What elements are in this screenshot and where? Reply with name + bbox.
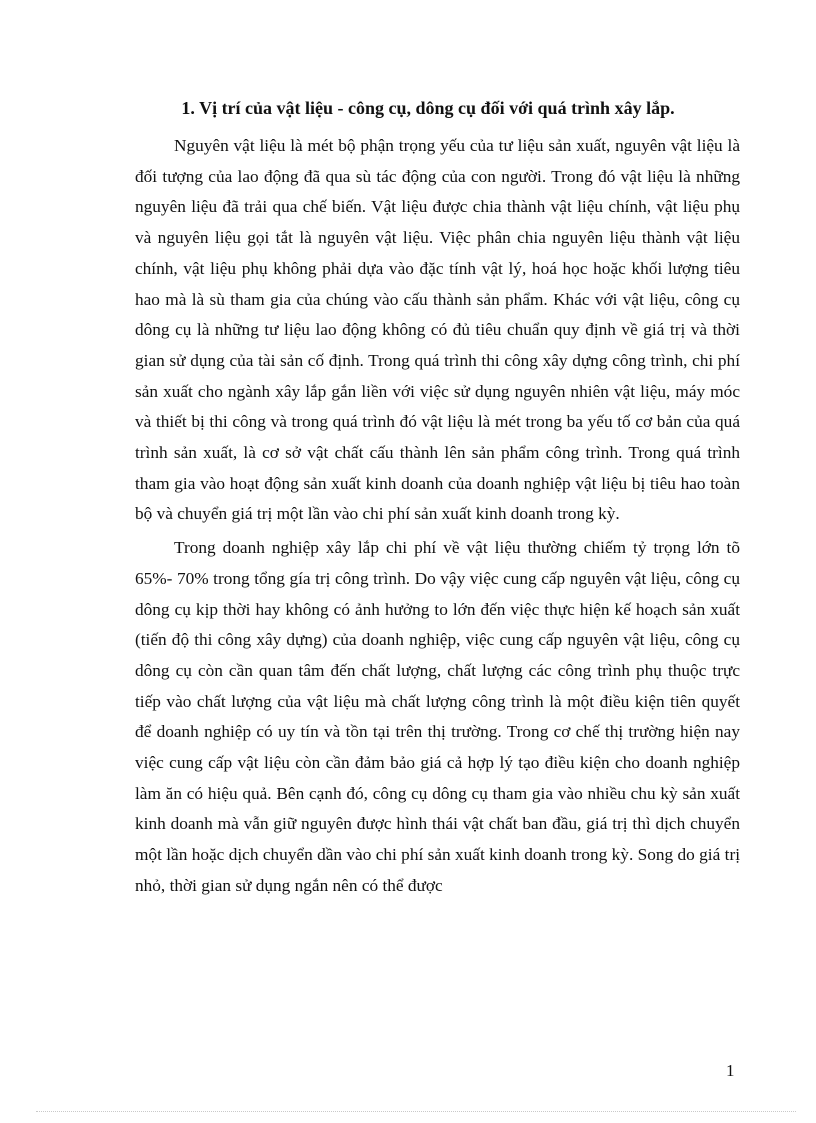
paragraph-1: Nguyên vật liệu là mét bộ phận trọng yếu của tư liệu sản xuất, nguyên vật liệu là đối tượng của lao động đã qua sù tác động của con người. Trong đó vật liệu là những nguyên liệu đã trải qua chế biến. Vật liệu được chia thành vật liệu chính, vật liệu phụ và nguyên liệu gọi tắt là nguyên vật liệu. Việc phân chia nguyên liệu thành vật liệu chính, vật liệu phụ không phải dựa vào đặc tính vật lý, hoá học hoặc khối lượng tiêu hao mà là sù tham gia của chúng vào cấu thành sản phẩm. Khác với vật liệu, công cụ dông cụ là những tư liệu lao động không có đủ tiêu chuẩn quy định về giá trị và thời gian sử dụng của tài sản cố định. Trong quá trình thi công xây dựng công trình, chi phí sản xuất cho ngành xây lắp gắn liền với việc sử dụng nguyên nhiên vật liệu, máy móc và thiết bị thi công và trong quá trình đó vật liệu là mét trong ba yếu tố cơ bản của quá trình sản xuất, là cơ sở vật chất cấu thành lên sản phẩm công trình. Trong quá trình tham gia vào hoạt động sản xuất kinh doanh của doanh nghiệp vật liệu bị tiêu hao toàn bộ và chuyển giá trị một lần vào chi phí sản xuất kinh doanh trong kỳ. — [135, 136, 740, 524]
footer-divider — [36, 1111, 796, 1112]
section-heading: 1. Vị trí của vật liệu - công cụ, dông cụ đối với quá trình xây lắp. — [181, 98, 675, 118]
body-text — [135, 131, 740, 902]
page-number: 1 — [726, 1061, 735, 1080]
paragraph-2: Trong doanh nghiệp xây lắp chi phí về vật liệu thường chiếm tỷ trọng lớn tõ 65%- 70% trong tổng gía trị công trình. Do vậy việc cung cấp nguyên vật liệu, công cụ dông cụ kịp thời hay không có ảnh hưởng to lớn đến việc thực hiện kế hoạch sản xuất (tiến độ thi công xây dựng) của doanh nghiệp, việc cung cấp nguyên vật liệu, công cụ dông cụ còn cần quan tâm đến chất lượng, chất lượng các công trình phụ thuộc trực tiếp vào chất lượng của vật liệu mà chất lượng công trình là một điều kiện tiên quyết để doanh nghiệp có uy tín và tồn tại trên thị trường. Trong cơ chế thị trường hiện nay việc cung cấp vật liệu còn cần đảm bảo giá cả hợp lý tạo điều kiện cho doanh nghiệp làm ăn có hiệu quả. Bên cạnh đó, công cụ dông cụ tham gia vào nhiều chu kỳ sản xuất kinh doanh mà vẫn giữ nguyên được hình thái vật chất ban đầu, giá trị thì dịch chuyển một lần hoặc dịch chuyển dần vào chi phí sản xuất kinh doanh trong kỳ. Song do giá trị nhỏ, thời gian sử dụng ngắn nên có thể được — [135, 538, 740, 895]
